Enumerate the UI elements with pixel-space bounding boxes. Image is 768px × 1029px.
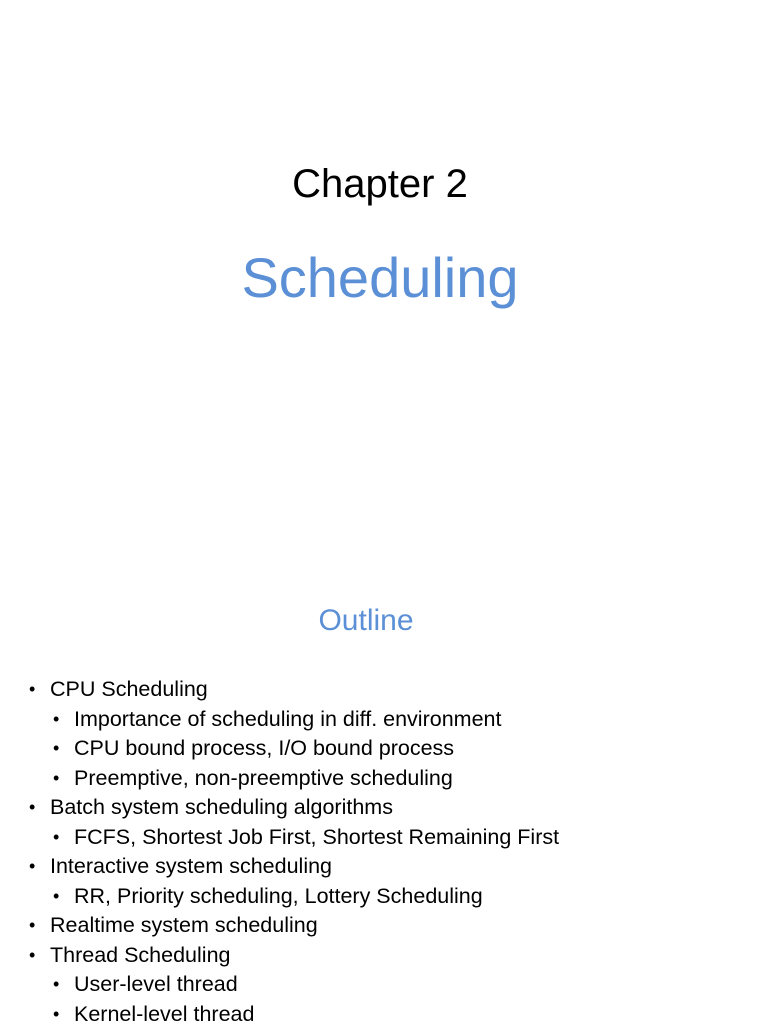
bullet-dot-icon: •	[53, 970, 59, 1000]
outline-item-text: Batch system scheduling algorithms	[50, 795, 393, 819]
outline-item	[0, 675, 768, 705]
outline-item-text: Realtime system scheduling	[50, 913, 318, 937]
outline-subitem-text: Importance of scheduling in diff. environment	[74, 707, 501, 731]
outline-item	[0, 941, 768, 971]
outline-list	[0, 675, 768, 1029]
outline-subitem-text: Kernel-level thread	[74, 1002, 254, 1026]
bullet-dot-icon: •	[53, 705, 59, 735]
bullet-dot-icon: •	[29, 675, 35, 705]
outline-subitem	[0, 1000, 768, 1029]
chapter-label: Chapter 2	[0, 158, 760, 210]
slide-title: Scheduling	[0, 244, 760, 312]
outline-subitem-text: FCFS, Shortest Job First, Shortest Remaining First	[74, 825, 559, 849]
outline-subitem-text: User-level thread	[74, 972, 238, 996]
bullet-dot-icon: •	[53, 764, 59, 794]
outline-subitem	[0, 705, 768, 735]
outline-item	[0, 852, 768, 882]
outline-subitem	[0, 823, 768, 853]
outline-item-text: Thread Scheduling	[50, 943, 230, 967]
outline-item-text: CPU Scheduling	[50, 677, 208, 701]
bullet-dot-icon: •	[29, 793, 35, 823]
outline-subitem-text: Preemptive, non-preemptive scheduling	[74, 766, 453, 790]
bullet-dot-icon: •	[53, 882, 59, 912]
outline-item	[0, 793, 768, 823]
outline-subitem-text: RR, Priority scheduling, Lottery Scheduling	[74, 884, 483, 908]
outline-subitem	[0, 882, 768, 912]
bullet-dot-icon: •	[53, 1000, 59, 1029]
outline-subitem	[0, 734, 768, 764]
bullet-dot-icon: •	[53, 823, 59, 853]
bullet-dot-icon: •	[53, 734, 59, 764]
outline-item	[0, 911, 768, 941]
outline-subitem-text: CPU bound process, I/O bound process	[74, 736, 454, 760]
outline-subitem	[0, 970, 768, 1000]
bullet-dot-icon: •	[29, 911, 35, 941]
outline-subitem	[0, 764, 768, 794]
outline-item-text: Interactive system scheduling	[50, 854, 332, 878]
bullet-dot-icon: •	[29, 941, 35, 971]
outline-heading: Outline	[0, 602, 732, 640]
bullet-dot-icon: •	[29, 852, 35, 882]
